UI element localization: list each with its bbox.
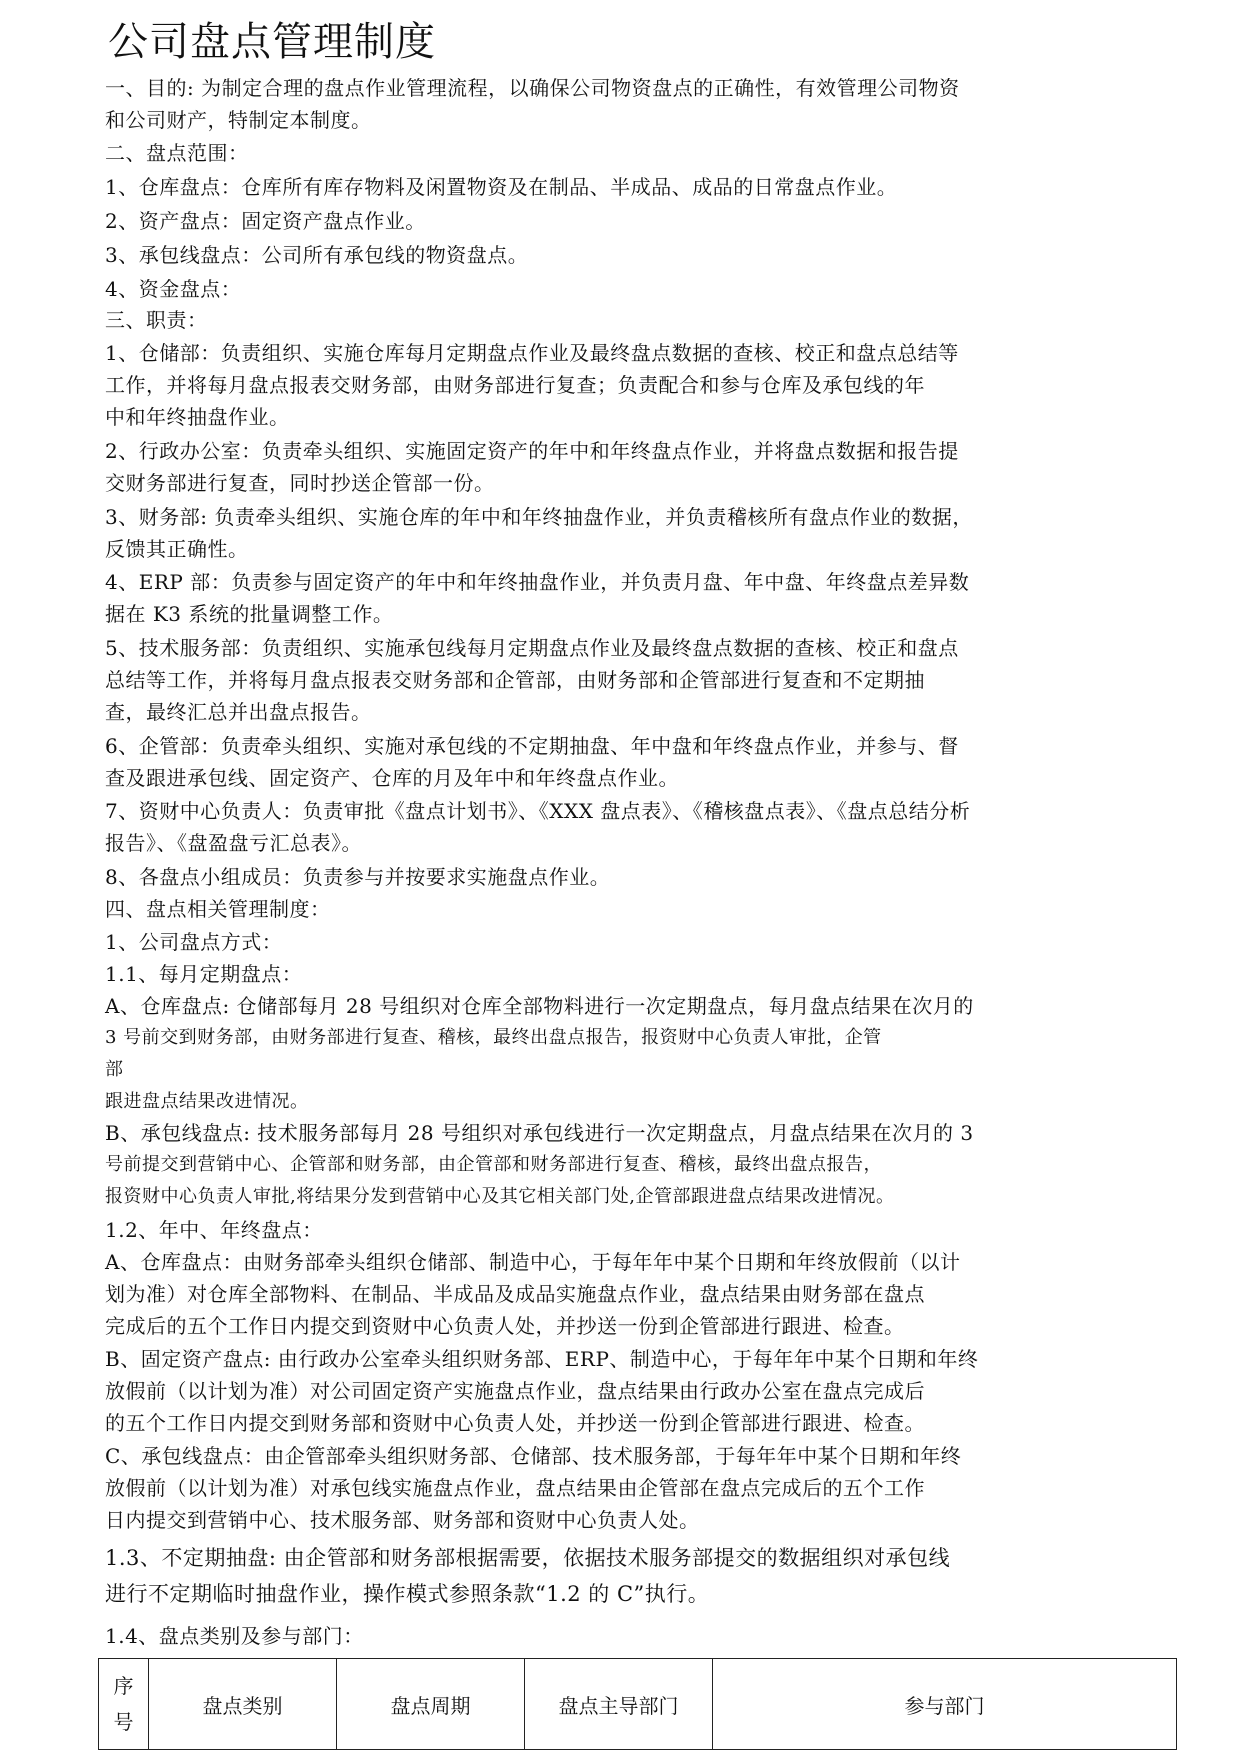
- column-header-number: 序 号: [99, 1659, 149, 1750]
- yearly-heading: 1.2、年中、年终盘点：: [105, 1218, 323, 1242]
- scope-item: 1、仓库盘点：仓库所有库存物料及闲置物资及在制品、半成品、成品的日常盘点作业。: [105, 175, 898, 199]
- column-header-lead-dept: 盘点主导部门: [525, 1659, 713, 1750]
- column-header-cycle: 盘点周期: [337, 1659, 525, 1750]
- scope-item: 2、资产盘点：固定资产盘点作业。: [105, 209, 426, 233]
- document-title: 公司盘点管理制度: [108, 19, 436, 65]
- monthly-contract-line-item: B、承包线盘点: 技术服务部每月 28 号组织对承包线进行一次定期盘点，月盘点结果在次月的 3 号前提交到营销中心、企管部和财务部，由企管部和财务部进行复查、稽核，最终出盘点报告， 报资财中心负责人审批,将结果分发到营销中心及其它相关部门处,企管部跟进盘点结果改进情况。: [105, 1121, 974, 1207]
- rules-heading: 四、盘点相关管理制度：: [105, 897, 331, 921]
- inventory-method-heading: 1、公司盘点方式：: [105, 930, 283, 954]
- column-header-category: 盘点类别: [149, 1659, 337, 1750]
- duty-item: 2、行政办公室：负责牵头组织、实施固定资产的年中和年终盘点作业，并将盘点数据和报告提 交财务部进行复查，同时抄送企管部一份。: [105, 439, 959, 495]
- monthly-heading: 1.1、每月定期盘点：: [105, 962, 303, 986]
- categories-heading: 1.4、盘点类别及参与部门：: [105, 1624, 364, 1648]
- monthly-warehouse-item: A、仓库盘点: 仓储部每月 28 号组织对仓库全部物料进行一次定期盘点，每月盘点结果在次月的 3 号前交到财务部，由财务部进行复查、稽核，最终出盘点报告，报资财中心负责人审批，企管 部 跟进盘点结果改进情况。: [105, 994, 974, 1112]
- scope-heading: 二、盘点范围：: [105, 141, 249, 165]
- duty-item: 6、企管部：负责牵头组织、实施对承包线的不定期抽盘、年中盘和年终盘点作业，并参与、督 查及跟进承包线、固定资产、仓库的月及年中和年终盘点作业。: [105, 734, 959, 790]
- duty-item: 3、财务部: 负责牵头组织、实施仓库的年中和年终抽盘作业，并负责稽核所有盘点作业的数据， 反馈其正确性。: [105, 505, 973, 561]
- scope-item: 3、承包线盘点：公司所有承包线的物资盘点。: [105, 243, 529, 267]
- column-header-participants: 参与部门: [713, 1659, 1177, 1750]
- yearly-warehouse-item: A、仓库盘点：由财务部牵头组织仓储部、制造中心，于每年年中某个日期和年终放假前（以计 划为准）对仓库全部物料、在制品、半成品及成品实施盘点作业，盘点结果由财务部在盘点 完成后的五个工作日内提交到资财中心负责人处，并抄送一份到企管部进行跟进、检查。: [105, 1250, 961, 1338]
- inventory-categories-table: [98, 1658, 1177, 1750]
- irregular-check-item: 1.3、不定期抽盘: 由企管部和财务部根据需要，依据技术服务部提交的数据组织对承包线 进行不定期临时抽盘作业，操作模式参照条款“1.2 的 C”执行。: [105, 1546, 951, 1606]
- scope-item: 4、资金盘点：: [105, 277, 242, 301]
- table-header-row: [99, 1659, 1177, 1750]
- duty-item: 4、ERP 部：负责参与固定资产的年中和年终抽盘作业，并负责月盘、年中盘、年终盘点差异数 据在 K3 系统的批量调整工作。: [105, 570, 970, 626]
- yearly-contract-line-item: C、承包线盘点：由企管部牵头组织财务部、仓储部、技术服务部，于每年年中某个日期和年终 放假前（以计划为准）对承包线实施盘点作业，盘点结果由企管部在盘点完成后的五个工作 日内提交到营销中心、技术服务部、财务部和资财中心负责人处。: [105, 1444, 962, 1532]
- purpose-paragraph: 一、目的: 为制定合理的盘点作业管理流程，以确保公司物资盘点的正确性，有效管理公司物资 和公司财产，特制定本制度。: [105, 76, 960, 132]
- duty-item: 7、资财中心负责人：负责审批《盘点计划书》、《XXX 盘点表》、《稽核盘点表》、《盘点总结分析 报告》、《盘盈盘亏汇总表》。: [105, 799, 971, 855]
- duties-heading: 三、职责：: [105, 308, 208, 332]
- duty-item: 1、仓储部：负责组织、实施仓库每月定期盘点作业及最终盘点数据的查核、校正和盘点总结等 工作，并将每月盘点报表交财务部，由财务部进行复查；负责配合和参与仓库及承包线的年 中和年终抽盘作业。: [105, 341, 959, 429]
- yearly-fixed-assets-item: B、固定资产盘点: 由行政办公室牵头组织财务部、ERP、制造中心，于每年年中某个日期和年终 放假前（以计划为准）对公司固定资产实施盘点作业，盘点结果由行政办公室在盘点完成后 的五个工作日内提交到财务部和资财中心负责人处，并抄送一份到企管部进行跟进、检查。: [105, 1347, 979, 1435]
- duty-item: 5、技术服务部：负责组织、实施承包线每月定期盘点作业及最终盘点数据的查核、校正和盘点 总结等工作，并将每月盘点报表交财务部和企管部，由财务部和企管部进行复查和不定期抽 查，最终汇总并出盘点报告。: [105, 636, 959, 724]
- duty-item: 8、各盘点小组成员：负责参与并按要求实施盘点作业。: [105, 865, 611, 889]
